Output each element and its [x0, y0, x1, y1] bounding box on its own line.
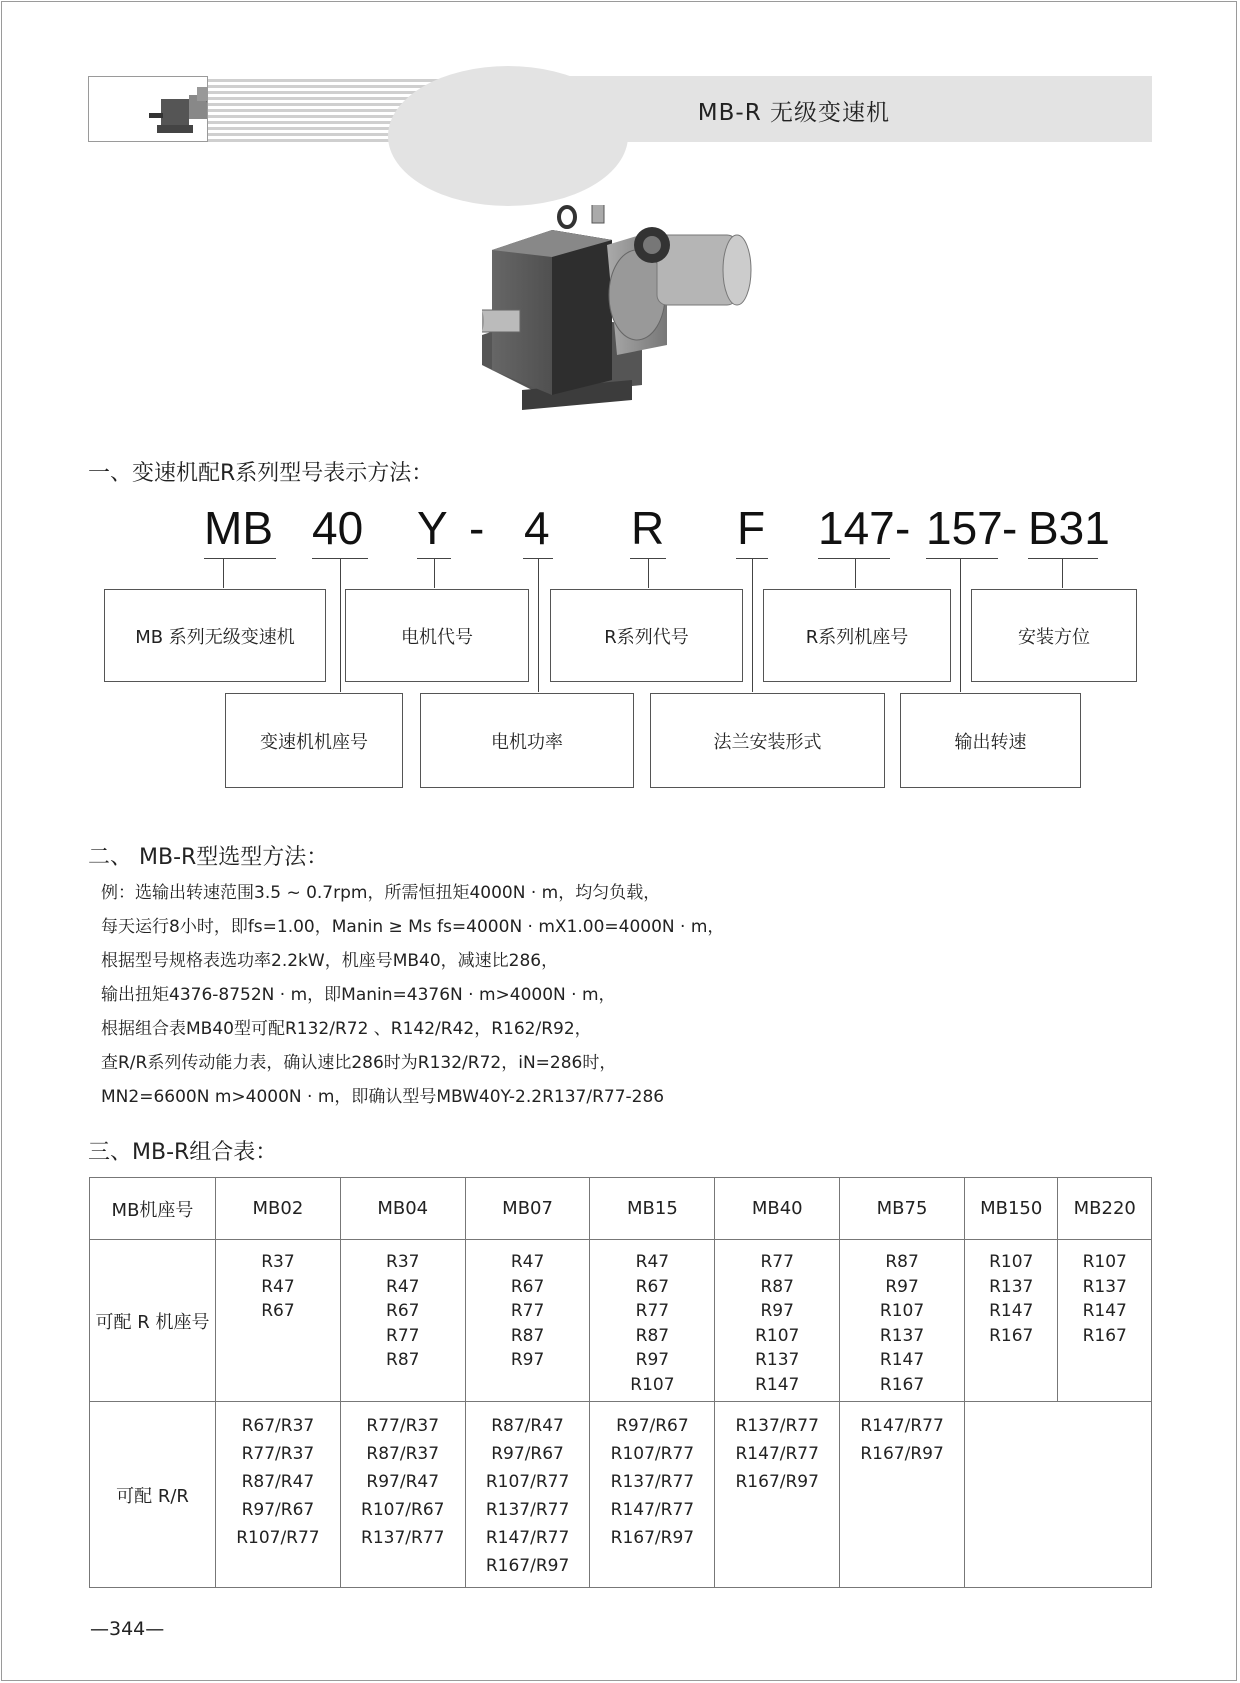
header-banner — [88, 76, 1152, 142]
cell-value: R77 — [386, 1325, 420, 1346]
cell-value: R147 — [755, 1374, 800, 1395]
cell-value: R77 — [510, 1301, 545, 1321]
table-header-row — [90, 1178, 1152, 1240]
model-part-b31: B31 — [1028, 502, 1110, 554]
cell-value: R107/R77 — [485, 1472, 570, 1492]
cell-value: R107 — [879, 1301, 925, 1321]
cell-value: R87/R37 — [366, 1444, 440, 1464]
connector-b31 — [1062, 558, 1063, 588]
model-part-f: F — [737, 502, 766, 554]
cell-value: R107 — [630, 1374, 675, 1395]
cell-value: R167/R97 — [735, 1472, 819, 1492]
table-cell — [465, 1402, 590, 1588]
section-2-title: 二、 MB-R型选型方法： — [88, 845, 329, 870]
cell-value: R147/R77 — [860, 1416, 944, 1436]
column-header: MB75 — [840, 1178, 965, 1240]
label-box-mounting-position: 安装方位 — [971, 589, 1137, 682]
model-part-r: R — [631, 502, 665, 554]
cell-value: R107/R77 — [236, 1528, 320, 1548]
cell-value: R77/R37 — [241, 1444, 315, 1464]
cell-value: R147/R77 — [735, 1444, 819, 1464]
model-part-4: 4 — [524, 502, 550, 554]
connector-r — [648, 558, 649, 588]
model-part-40: 40 — [312, 502, 364, 554]
cell-value: R67 — [510, 1276, 545, 1297]
header-label-cell: MB机座号 — [90, 1178, 216, 1240]
connector-147 — [855, 558, 856, 588]
table-cell — [715, 1402, 840, 1588]
cell-value: R87 — [386, 1350, 420, 1370]
cell-value: R147/R77 — [610, 1500, 695, 1520]
column-header: MB07 — [465, 1178, 590, 1240]
table-cell — [590, 1402, 715, 1588]
cell-value: R147 — [1082, 1301, 1127, 1321]
cell-value: R47 — [635, 1252, 670, 1272]
row-label-rr-combos: 可配 R/R — [90, 1402, 216, 1588]
cell-value: R97/R47 — [366, 1472, 440, 1492]
connector-157 — [960, 558, 961, 692]
label-box-flange-type: 法兰安装形式 — [650, 693, 885, 788]
underline-157 — [926, 558, 998, 559]
page-number: —344— — [90, 1618, 165, 1640]
cell-value: R97 — [635, 1350, 670, 1370]
example-line-1: 例：选输出转速范围3.5 ~ 0.7rpm，所需恒扭矩4000N · m，均匀负载， — [101, 883, 661, 903]
cell-value: R97/R67 — [241, 1500, 315, 1520]
cell-value: R87 — [510, 1325, 545, 1346]
table-cell — [1058, 1240, 1152, 1402]
underline-b31 — [1028, 558, 1098, 559]
connector-y — [434, 558, 435, 588]
cell-value: R87/R47 — [241, 1472, 315, 1492]
cell-value: R107 — [755, 1325, 800, 1346]
cell-value: R167/R97 — [860, 1444, 944, 1464]
label-box-r-series-code: R系列代号 — [550, 589, 743, 682]
model-part-dash-2: - — [895, 502, 911, 554]
cell-value: R137 — [989, 1276, 1034, 1297]
cell-value: R137 — [1082, 1276, 1127, 1297]
cell-value: R137/R77 — [735, 1416, 819, 1436]
banner-curve — [388, 66, 628, 206]
table-cell — [340, 1240, 465, 1402]
example-line-7: MN2=6600N m>4000N · m，即确认型号MBW40Y-2.2R137/R77-286 — [101, 1087, 665, 1107]
cell-value: R87 — [885, 1252, 919, 1272]
cell-value: R47 — [510, 1252, 545, 1272]
model-part-147: 147 — [818, 502, 895, 554]
cell-value: R67 — [261, 1301, 295, 1321]
cell-value: R147 — [879, 1350, 925, 1370]
table-cell — [715, 1240, 840, 1402]
underline-147 — [818, 558, 890, 559]
connector-4 — [538, 558, 539, 692]
example-line-6: 查R/R系列传动能力表，确认速比286时为R132/R72，iN=286时， — [101, 1053, 617, 1073]
example-line-5: 根据组合表MB40型可配R132/R72 、R142/R42，R162/R92， — [101, 1019, 592, 1039]
column-header: MB15 — [590, 1178, 715, 1240]
connector-40 — [340, 558, 341, 692]
example-line-3: 根据型号规格表选功率2.2kW，机座号MB40，减速比286， — [101, 951, 559, 971]
cell-value: R67/R37 — [241, 1416, 315, 1436]
cell-value: R147/R77 — [485, 1528, 570, 1548]
cell-value: R137/R77 — [361, 1528, 445, 1548]
table-cell — [216, 1402, 341, 1588]
cell-value: R97/R67 — [616, 1416, 689, 1436]
table-row-r-frames — [90, 1240, 1152, 1402]
underline-mb — [204, 558, 276, 559]
table-cell — [216, 1240, 341, 1402]
gearmotor-thumbnail-icon — [119, 81, 208, 141]
example-line-2: 每天运行8小时，即fs=1.00，Manin ≥ Ms fs=4000N · mX1.00=4000N · m， — [101, 917, 725, 937]
table-row-rr-combos — [90, 1402, 1152, 1588]
cell-value: R167/R97 — [485, 1556, 570, 1576]
model-part-mb: MB — [204, 502, 273, 554]
label-box-motor-power: 电机功率 — [420, 693, 634, 788]
banner-thumbnail-box — [88, 76, 208, 142]
row-label-r-frames: 可配 R 机座号 — [90, 1240, 216, 1402]
cell-value: R137 — [879, 1325, 925, 1346]
table-cell — [465, 1240, 590, 1402]
cell-value: R47 — [261, 1276, 295, 1297]
cell-value: R97/R67 — [491, 1444, 564, 1464]
connector-mb — [223, 558, 224, 588]
section-3-title: 三、MB-R组合表： — [88, 1140, 278, 1165]
cell-value: R97 — [760, 1301, 794, 1321]
cell-value: R137/R77 — [610, 1472, 695, 1492]
column-header: MB150 — [964, 1178, 1058, 1240]
cell-value: R87 — [635, 1325, 670, 1346]
table-cell — [590, 1240, 715, 1402]
column-header: MB40 — [715, 1178, 840, 1240]
cell-value: R107/R67 — [361, 1500, 445, 1520]
column-header: MB220 — [1058, 1178, 1152, 1240]
model-part-dash-1: - — [469, 502, 485, 554]
table-cell — [964, 1240, 1058, 1402]
cell-value: R107 — [989, 1252, 1034, 1272]
combination-table — [89, 1177, 1152, 1588]
cell-value: R167 — [879, 1374, 925, 1395]
model-part-y: Y — [417, 502, 448, 554]
cell-value: R97 — [510, 1350, 545, 1370]
cell-value: R167 — [989, 1325, 1034, 1346]
model-part-157: 157 — [926, 502, 1003, 554]
label-box-r-frame-size: R系列机座号 — [763, 589, 951, 682]
gearmotor-product-image — [482, 205, 772, 427]
section-1-title: 一、变速机配R系列型号表示方法： — [88, 461, 434, 486]
column-header: MB02 — [216, 1178, 341, 1240]
label-box-mb-series: MB 系列无级变速机 — [104, 589, 326, 682]
label-box-output-speed: 输出转速 — [900, 693, 1081, 788]
empty-cell — [964, 1402, 1151, 1588]
cell-value: R87/R47 — [491, 1416, 564, 1436]
example-line-4: 输出扭矩4376-8752N · m，即Manin=4376N · m>4000N · m， — [101, 985, 616, 1005]
cell-value: R37 — [261, 1252, 295, 1272]
table-cell — [840, 1240, 965, 1402]
label-box-variator-frame: 变速机机座号 — [225, 693, 403, 788]
cell-value: R77 — [635, 1301, 670, 1321]
cell-value: R107/R77 — [610, 1444, 695, 1464]
cell-value: R147 — [989, 1301, 1034, 1321]
cell-value: R67 — [635, 1276, 670, 1297]
cell-value: R67 — [386, 1301, 420, 1321]
header-title: MB-R 无级变速机 — [697, 100, 890, 126]
label-box-motor-code: 电机代号 — [345, 589, 529, 682]
table-cell — [340, 1402, 465, 1588]
cell-value: R167/R97 — [610, 1528, 695, 1548]
cell-value: R107 — [1082, 1252, 1127, 1272]
cell-value: R97 — [885, 1276, 919, 1297]
cell-value: R77 — [760, 1252, 794, 1272]
cell-value: R87 — [760, 1276, 794, 1297]
connector-f — [752, 558, 753, 692]
cell-value: R77/R37 — [366, 1416, 440, 1436]
table-cell — [840, 1402, 965, 1588]
cell-value: R37 — [386, 1252, 420, 1272]
cell-value: R137/R77 — [485, 1500, 570, 1520]
model-part-dash-3: - — [1002, 502, 1018, 554]
selection-example-text — [101, 876, 724, 1114]
cell-value: R47 — [386, 1276, 420, 1297]
column-header: MB04 — [340, 1178, 465, 1240]
cell-value: R167 — [1082, 1325, 1127, 1346]
cell-value: R137 — [755, 1350, 800, 1370]
